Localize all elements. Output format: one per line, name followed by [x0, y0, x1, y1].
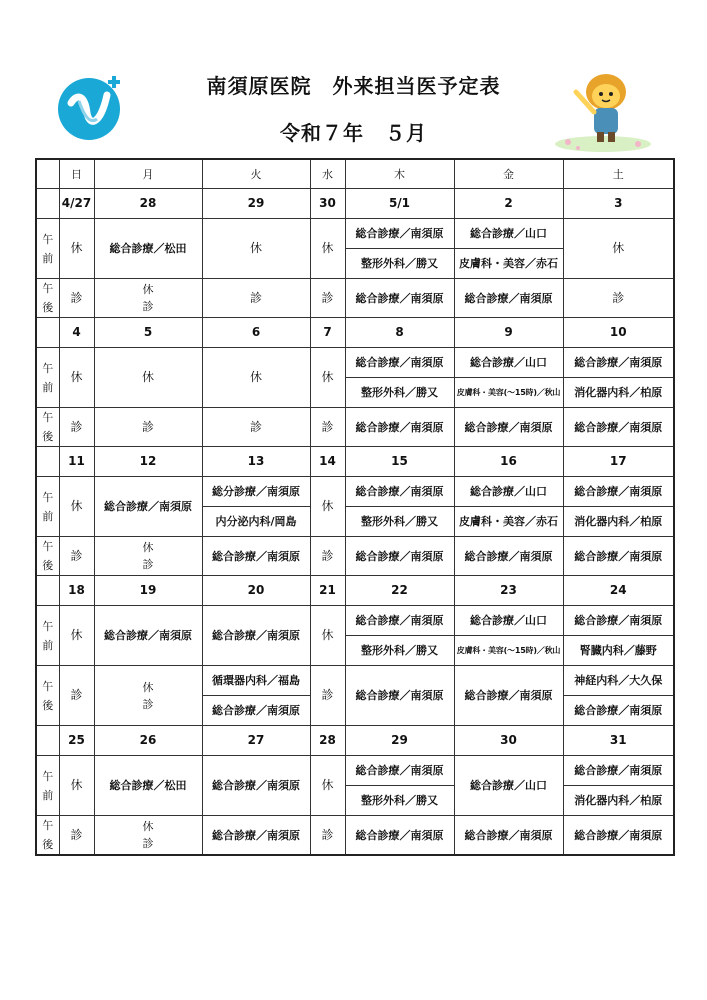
- date-cell: 22: [345, 576, 454, 606]
- closed-cell: 休: [59, 219, 94, 279]
- date-cell: 19: [94, 576, 202, 606]
- date-row: [36, 447, 674, 477]
- weekday-wed: 水: [310, 159, 345, 189]
- closed-cell: 休: [59, 477, 94, 537]
- doctor-cell: 総合診療／南須原: [563, 756, 674, 786]
- date-cell: 5/1: [345, 189, 454, 219]
- closed-cell: 休: [202, 219, 310, 279]
- date-cell: 2: [454, 189, 563, 219]
- corner-cell: [36, 447, 59, 477]
- doctor-cell: 総合診療／南須原: [202, 696, 310, 726]
- doctor-cell: 総合診療／南須原: [94, 606, 202, 666]
- doctor-cell: 総合診療／南須原: [454, 666, 563, 726]
- closed-cell: 休 診: [94, 279, 202, 318]
- doctor-cell: 総合診療／南須原: [454, 408, 563, 447]
- doctor-cell: 総合診療／山口: [454, 348, 563, 378]
- doctor-cell: 皮膚科・美容／赤石: [454, 507, 563, 537]
- doctor-cell: 皮膚科・美容／赤石: [454, 249, 563, 279]
- doctor-cell: 総合診療／山口: [454, 606, 563, 636]
- schedule-month: 令和７年 ５月: [280, 121, 427, 145]
- closed-cell: 休: [563, 219, 674, 279]
- doctor-cell: 総合診療／山口: [454, 477, 563, 507]
- closed-cell: 診: [59, 279, 94, 318]
- closed-cell: 診: [310, 408, 345, 447]
- closed-cell: 休: [310, 348, 345, 408]
- closed-cell: 休: [94, 348, 202, 408]
- closed-cell: 休 診: [94, 666, 202, 726]
- am-label: 午 前: [36, 756, 59, 816]
- doctor-cell: 整形外科／勝又: [345, 378, 454, 408]
- doctor-cell: 総合診療／南須原: [454, 816, 563, 856]
- pm-label: 午 後: [36, 537, 59, 576]
- doctor-cell: 総合診療／南須原: [563, 348, 674, 378]
- date-cell: 11: [59, 447, 94, 477]
- closed-cell: 休 診: [94, 537, 202, 576]
- doctor-cell: 総合診療／南須原: [563, 408, 674, 447]
- slot-row: [36, 606, 674, 636]
- date-row: [36, 576, 674, 606]
- schedule-title: 外来担当医予定表: [332, 74, 501, 98]
- corner-cell: [36, 576, 59, 606]
- weekday-tue: 火: [202, 159, 310, 189]
- am-label: 午 前: [36, 477, 59, 537]
- closed-cell: 休: [59, 348, 94, 408]
- doctor-cell: 皮膚科・美容(～15時)／秋山: [454, 636, 563, 666]
- doctor-cell: 総合診療／山口: [454, 756, 563, 816]
- doctor-cell: 総合診療／南須原: [202, 606, 310, 666]
- date-cell: 28: [94, 189, 202, 219]
- closed-cell: 休 診: [94, 816, 202, 856]
- doctor-cell: 総合診療／南須原: [202, 537, 310, 576]
- doctor-cell: 総合診療／南須原: [345, 477, 454, 507]
- pm-label: 午 後: [36, 816, 59, 856]
- date-cell: 30: [454, 726, 563, 756]
- doctor-cell: 整形外科／勝又: [345, 249, 454, 279]
- doctor-cell: 総分診療／南須原: [202, 477, 310, 507]
- closed-cell: 診: [59, 408, 94, 447]
- pm-label: 午 後: [36, 666, 59, 726]
- slot-row: [36, 477, 674, 507]
- closed-cell: 休: [310, 219, 345, 279]
- doctor-cell: 総合診療／南須原: [454, 537, 563, 576]
- date-cell: 8: [345, 318, 454, 348]
- doctor-cell: 総合診療／南須原: [563, 477, 674, 507]
- pm-label: 午 後: [36, 279, 59, 318]
- date-cell: 9: [454, 318, 563, 348]
- date-cell: 29: [345, 726, 454, 756]
- date-cell: 7: [310, 318, 345, 348]
- closed-cell: 休: [202, 348, 310, 408]
- date-cell: 21: [310, 576, 345, 606]
- date-cell: 23: [454, 576, 563, 606]
- doctor-cell: 総合診療／南須原: [94, 477, 202, 537]
- schedule-table: [35, 158, 675, 856]
- doctor-cell: 総合診療／南須原: [345, 756, 454, 786]
- doctor-cell: 総合診療／南須原: [345, 816, 454, 856]
- date-cell: 5: [94, 318, 202, 348]
- closed-cell: 休: [310, 477, 345, 537]
- closed-cell: 休: [59, 606, 94, 666]
- doctor-cell: 内分泌内科/岡島: [202, 507, 310, 537]
- date-cell: 30: [310, 189, 345, 219]
- doctor-cell: 整形外科／勝又: [345, 507, 454, 537]
- doctor-cell: 総合診療／南須原: [563, 537, 674, 576]
- doctor-cell: 総合診療／南須原: [345, 537, 454, 576]
- closed-cell: 診: [310, 537, 345, 576]
- date-cell: 25: [59, 726, 94, 756]
- date-cell: 4/27: [59, 189, 94, 219]
- corner-cell: [36, 159, 59, 189]
- am-label: 午 前: [36, 606, 59, 666]
- date-cell: 12: [94, 447, 202, 477]
- doctor-cell: 整形外科／勝又: [345, 786, 454, 816]
- corner-cell: [36, 189, 59, 219]
- weekday-sun: 日: [59, 159, 94, 189]
- doctor-cell: 消化器内科／柏原: [563, 507, 674, 537]
- date-cell: 31: [563, 726, 674, 756]
- doctor-cell: 循環器内科／福島: [202, 666, 310, 696]
- clinic-name: 南須原医院: [206, 74, 312, 98]
- date-row: [36, 726, 674, 756]
- closed-cell: 診: [310, 816, 345, 856]
- slot-row: [36, 348, 674, 378]
- date-cell: 14: [310, 447, 345, 477]
- closed-cell: 診: [59, 537, 94, 576]
- doctor-cell: 総合診療／南須原: [345, 279, 454, 318]
- slot-row: [36, 666, 674, 696]
- doctor-cell: 整形外科／勝又: [345, 636, 454, 666]
- closed-cell: 診: [310, 279, 345, 318]
- doctor-cell: 総合診療／南須原: [563, 816, 674, 856]
- slot-row: [36, 756, 674, 786]
- doctor-cell: 神経内科／大久保: [563, 666, 674, 696]
- corner-cell: [36, 318, 59, 348]
- doctor-cell: 総合診療／南須原: [345, 666, 454, 726]
- page-title: [0, 70, 707, 99]
- doctor-cell: 総合診療／山口: [454, 219, 563, 249]
- doctor-cell: 総合診療／南須原: [563, 606, 674, 636]
- doctor-cell: 総合診療／南須原: [454, 279, 563, 318]
- date-cell: 28: [310, 726, 345, 756]
- date-cell: 13: [202, 447, 310, 477]
- doctor-cell: 総合診療／南須原: [345, 408, 454, 447]
- weekday-fri: 金: [454, 159, 563, 189]
- doctor-cell: 皮膚科・美容(～15時)／秋山: [454, 378, 563, 408]
- closed-cell: 休: [310, 606, 345, 666]
- slot-row: [36, 219, 674, 249]
- doctor-cell: 総合診療／南須原: [345, 606, 454, 636]
- date-cell: 20: [202, 576, 310, 606]
- doctor-cell: 総合診療／松田: [94, 756, 202, 816]
- doctor-cell: 総合診療／松田: [94, 219, 202, 279]
- closed-cell: 診: [202, 408, 310, 447]
- corner-cell: [36, 726, 59, 756]
- weekday-mon: 月: [94, 159, 202, 189]
- date-cell: 3: [563, 189, 674, 219]
- weekday-sat: 土: [563, 159, 674, 189]
- date-cell: 26: [94, 726, 202, 756]
- date-row: [36, 318, 674, 348]
- closed-cell: 診: [59, 666, 94, 726]
- closed-cell: 休: [310, 756, 345, 816]
- doctor-cell: 総合診療／南須原: [345, 348, 454, 378]
- date-row: [36, 189, 674, 219]
- date-cell: 10: [563, 318, 674, 348]
- doctor-cell: 総合診療／南須原: [563, 696, 674, 726]
- closed-cell: 診: [310, 666, 345, 726]
- date-cell: 24: [563, 576, 674, 606]
- closed-cell: 診: [59, 816, 94, 856]
- am-label: 午 前: [36, 219, 59, 279]
- doctor-cell: 腎臓内科／藤野: [563, 636, 674, 666]
- doctor-cell: 総合診療／南須原: [202, 816, 310, 856]
- closed-cell: 休: [59, 756, 94, 816]
- date-cell: 4: [59, 318, 94, 348]
- doctor-cell: 総合診療／南須原: [345, 219, 454, 249]
- doctor-cell: 総合診療／南須原: [202, 756, 310, 816]
- closed-cell: 診: [202, 279, 310, 318]
- date-cell: 15: [345, 447, 454, 477]
- date-cell: 29: [202, 189, 310, 219]
- date-cell: 18: [59, 576, 94, 606]
- doctor-cell: 消化器内科／柏原: [563, 378, 674, 408]
- weekday-header-row: [36, 159, 674, 189]
- schedule-body: [36, 159, 674, 855]
- doctor-cell: 消化器内科／柏原: [563, 786, 674, 816]
- date-cell: 16: [454, 447, 563, 477]
- date-cell: 27: [202, 726, 310, 756]
- date-cell: 17: [563, 447, 674, 477]
- closed-cell: 診: [94, 408, 202, 447]
- weekday-thu: 木: [345, 159, 454, 189]
- closed-cell: 診: [563, 279, 674, 318]
- date-cell: 6: [202, 318, 310, 348]
- pm-label: 午 後: [36, 408, 59, 447]
- am-label: 午 前: [36, 348, 59, 408]
